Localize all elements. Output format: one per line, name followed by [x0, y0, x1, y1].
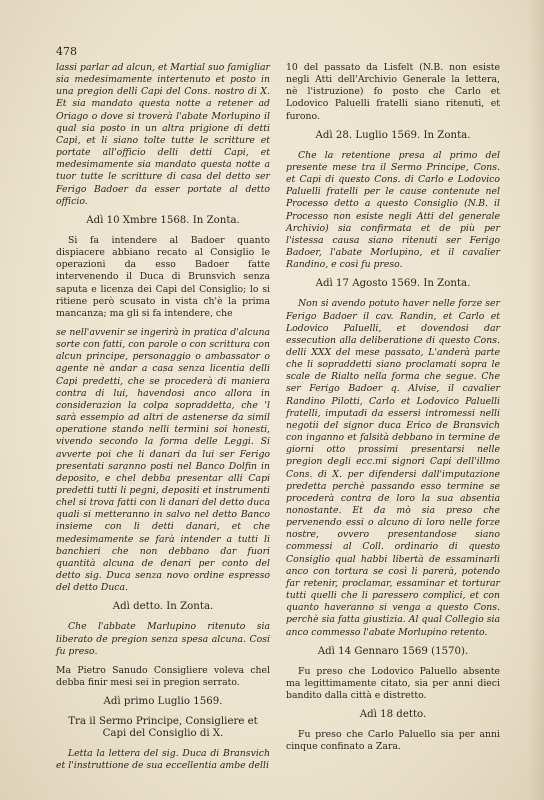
- left-paragraph-2: Si fa intendere al Badoer quanto dispiacere abbiano recato al Consiglio le operazioni da esso Badoer fatte intervenendo il Duca di Brunsvich senza saputa e licenza dei Capi del Consiglio; lo si ritiene però scusato in vista ch'è la prima mancanza; ma gli si fa intendere, che: [56, 234, 270, 319]
- left-paragraph-6: Letta la lettera del sig. Duca di Bransvich et l'instruttione de sua eccellentia ambe delli: [56, 748, 270, 772]
- right-paragraph-3: Non si avendo potuto haver nelle forze ser Ferigo Badoer il cav. Randin, et Carlo et Lodovico Paluelli, et dovendosi dar essecution alla deliberatione di questo Cons. delli XXX del mese passato, L'anderà parte che li sopraddetti siano proclamati sopra le scale de Rialto nella forma che segue. Che ser Ferigo Badoer q. Alvise, il cavalier Randino Pilotti, Carlo et Lodovico Paluelli fratelli, imputadi da essersi intromessi nelli negotii del signor duca Erico de Bransvich con inganno et falsità debbano in termine de giorni otto prossimi presentarsi nelle pregion degli ecc.mi signori Capi dell'illmo Cons. di X. per difendersi dall'imputazione predetta perchè passando esso termine se procederà contra de loro la sua absentia nonostante. Et da mò sia preso che pervenendo essi o alcuno di loro nelle forze nostre, ovvero presentandose siano commessi al Coll. ordinario di questo Consiglio qual habbi libertà de essaminarli anco con tortura se così li parerà, potendo far retenir, proclamar, essaminar et torturar tutti quelli che li paressero complici, et con quanto haveranno si venga a questo Cons. perchè sia fatta giustizia. Al qual Collegio sia anco commesso l'abate Morlupino retento.: [286, 298, 500, 638]
- right-paragraph-4: Fu preso che Lodovico Paluello absente ma legittimamente citato, sia per anni dieci bandito dalla città e distretto.: [286, 665, 500, 702]
- left-section-heading-3: Adì primo Luglio 1569.: [103, 696, 223, 708]
- right-section-heading-1: Adì 28. Luglio 1569. In Zonta.: [315, 129, 471, 141]
- right-column: [286, 62, 500, 761]
- left-paragraph-3: se nell'avvenir se ingerirà in pratica d'alcuna sorte con fatti, con parole o con scrittura con alcun principe, personaggio o ambassator o agente nè andar a casa senza licentia delli Capi predetti, che se procederà di maniera contra di lui, havendosi anco allora in considerazion la colpa sopraddetta, che 'l sarà essempio ad altri de astenerse da simil operatione stando nelli termini soi honesti, vivendo secondo la forma delle Leggi. Si avverte poi che li danari da lui ser Ferigo presentati saranno posti nel Banco Dolfin in deposito, e chel debba presentar alli Capi predetti tutti li pegni, depositi et instrumenti chel si trova fatti con li danari del detto duca quali si metteranno in salvo nel detto Banco insieme con li detti danari, et che medesimamente se farà intender a tutti li banchieri che non debbano dar fuori quantità alcuna de denari per conto del detto sig. Duca senza novo ordine espresso del detto Duca.: [56, 326, 270, 594]
- left-paragraph-5: Ma Pietro Sanudo Consigliere voleva chel debba finir mesi sei in pregion serrato.: [56, 664, 270, 689]
- left-paragraph-1: lassi parlar ad alcun, et Martial suo famigliar sia medesimamente intertenuto et posto in una pregion delli Capi del Cons. nostro di X. Et sia mandato questa notte a retener ad Oriago o dove si troverà l'abate Morlupino il qual sia posto in un altra prigione di detti Capi, et li siano tolte tutte le scritture et portate all'officio delli detti Capi, et medesimamente sia mandato questa notte a tuor tutte le scritture di casa del detto ser Ferigo Badoer da esser portate al detto officio.: [56, 62, 270, 207]
- page-edge-shadow: [528, 0, 544, 800]
- right-section-heading-3: Adì 14 Gennaro 1569 (1570).: [317, 645, 469, 657]
- right-section-heading-2: Adì 17 Agosto 1569. In Zonta.: [315, 278, 471, 290]
- left-section-heading-1: Adì 10 Xmbre 1568. In Zonta.: [86, 214, 240, 226]
- left-section-heading-2: Adì detto. In Zonta.: [112, 601, 214, 613]
- left-column: [56, 62, 270, 780]
- right-paragraph-5: Fu preso che Carlo Paluello sia per anni cinque confinato a Zara.: [286, 729, 500, 753]
- right-paragraph-2: Che la retentione presa al primo del presente mese tra il Sermo Principe, Cons. et Capi di questo Cons. di Carlo e Lodovico Paluelli fratelli per le cause contenute nel Processo detto a questo Consiglio (N.B. il Processo non esiste negli Atti del generale Archivio) sia confirmata et de più per l'istessa causa siano ritenuti ser Ferigo Badoer, l'abate Morlupino, et il cavalier Randino, e così fu preso.: [286, 149, 500, 271]
- right-paragraph-1: 10 del passato da Lisfelt (N.B. non esiste negli Atti dell'Archivio Generale la lettera, nè l'istruzione) fo posto che Carlo et Lodovico Paluelli fratelli siano ritenuti, et furono.: [286, 62, 500, 122]
- left-section-heading-4: Tra il Sermo Principe, Consigliere et Capi del Consiglio di X.: [68, 716, 258, 740]
- page-number: 478: [56, 45, 77, 58]
- left-paragraph-4: Che l'abbate Marlupino ritenuto sia liberato de pregion senza spesa alcuna. Cosi fu preso.: [56, 621, 270, 657]
- right-section-heading-4: Adì 18 detto.: [359, 709, 427, 721]
